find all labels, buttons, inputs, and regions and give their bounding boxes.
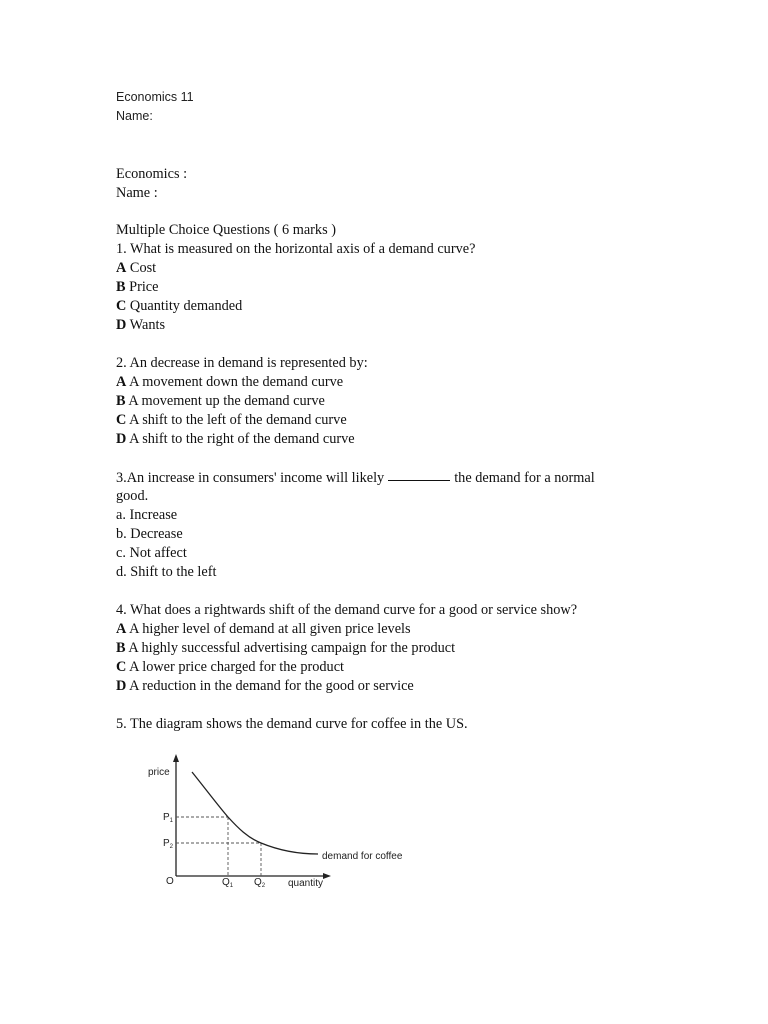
q4-option-c: C A lower price charged for the product (116, 659, 345, 675)
q4-option-a: A A higher level of demand at all given price levels (116, 621, 411, 637)
question-3-stem-cont: good. (116, 488, 149, 504)
q1-label: $Q_1$ (222, 877, 234, 889)
q3-option-d: d. Shift to the left (116, 564, 217, 580)
p1-label: $P_1$ (163, 812, 174, 824)
section-title: Multiple Choice Questions ( 6 marks ) (116, 222, 336, 238)
question-1-stem: 1. What is measured on the horizontal axis of a demand curve? (116, 241, 476, 257)
q3-option-b: b. Decrease (116, 526, 183, 542)
name-header: Name: (116, 109, 153, 123)
demand-curve-diagram (140, 748, 440, 898)
q2-option-d: D A shift to the right of the demand curve (116, 431, 355, 447)
question-3-stem: 3.An increase in consumers' income will likely the demand for a normal (116, 470, 595, 486)
q4-option-d: D A reduction in the demand for the good or service (116, 678, 414, 694)
course-header: Economics 11 (116, 90, 194, 104)
quantity-label: quantity (288, 878, 324, 889)
q1-option-c: C Quantity demanded (116, 298, 243, 314)
q3-option-a: a. Increase (116, 507, 178, 523)
price-label: price (148, 767, 170, 778)
q1-option-d: D Wants (116, 317, 166, 333)
demand-curve (192, 772, 318, 854)
q2-option-c: C A shift to the left of the demand curve (116, 412, 347, 428)
answer-blank (388, 468, 450, 481)
subject-title: Economics : (116, 166, 188, 182)
q2-label: $Q_2$ (254, 877, 266, 889)
question-4-stem: 4. What does a rightwards shift of the demand curve for a good or service show? (116, 602, 578, 618)
demand-curve-label: demand for coffee (322, 851, 403, 862)
name-title: Name : (116, 185, 158, 201)
y-axis-arrow (173, 754, 179, 762)
question-2-stem: 2. An decrease in demand is represented by: (116, 355, 368, 371)
q4-option-b: B A highly successful advertising campaign for the product (116, 640, 456, 656)
p2-label: $P_2$ (163, 838, 174, 850)
q1-option-b: B Price (116, 279, 159, 295)
q3-option-c: c. Not affect (116, 545, 187, 561)
q2-option-a: A A movement down the demand curve (116, 374, 344, 390)
origin-label: O (166, 876, 174, 887)
x-axis-arrow (323, 873, 331, 879)
q1-option-a: A Cost (116, 260, 157, 276)
q2-option-b: B A movement up the demand curve (116, 393, 325, 409)
question-5-stem: 5. The diagram shows the demand curve for coffee in the US. (116, 716, 468, 732)
